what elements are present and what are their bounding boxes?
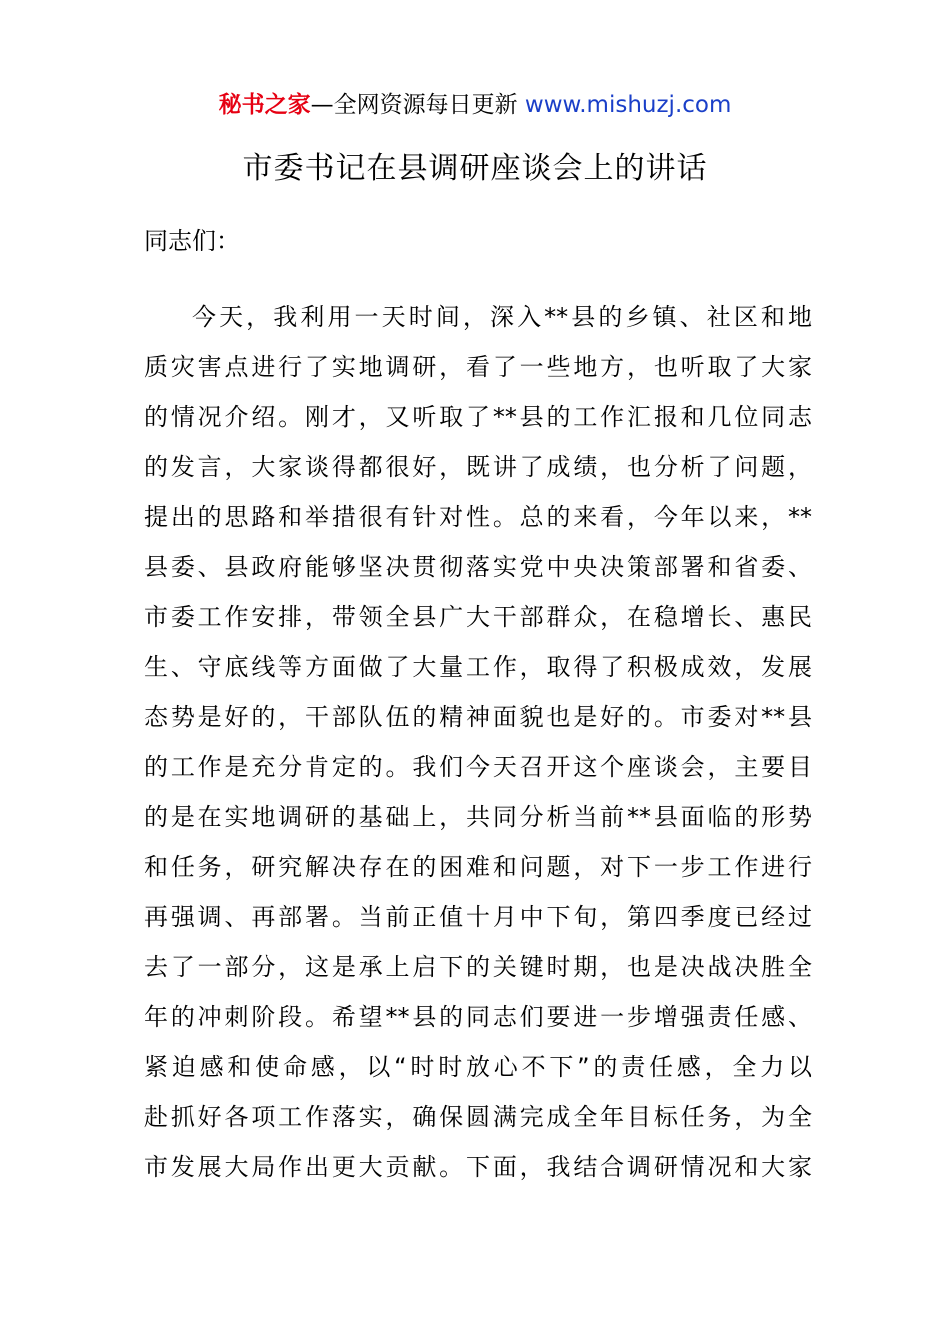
body-line: 去了一部分，这是承上启下的关键时期，也是决战决胜全 bbox=[144, 953, 812, 981]
body-line: 的情况介绍。刚才，又听取了**县的工作汇报和几位同志 bbox=[144, 403, 812, 431]
body-line: 紧迫感和使命感，以“时时放心不下”的责任感，全力以 bbox=[144, 1053, 812, 1081]
site-url-link[interactable]: www.mishuzj.com bbox=[524, 92, 732, 118]
body-line: 态势是好的，干部队伍的精神面貌也是好的。市委对**县 bbox=[144, 703, 812, 731]
body-line: 和任务，研究解决存在的困难和问题，对下一步工作进行 bbox=[144, 853, 812, 881]
body-line: 提出的思路和举措很有针对性。总的来看，今年以来，** bbox=[144, 503, 812, 531]
body-line: 生、守底线等方面做了大量工作，取得了积极成效，发展 bbox=[144, 653, 812, 681]
site-tagline: —全网资源每日更新 bbox=[310, 92, 525, 118]
body-line: 年的冲刺阶段。希望**县的同志们要进一步增强责任感、 bbox=[144, 1003, 812, 1031]
salutation: 同志们： bbox=[144, 227, 240, 255]
body-line: 的发言，大家谈得都很好，既讲了成绩，也分析了问题， bbox=[144, 453, 812, 481]
body-line: 县委、县政府能够坚决贯彻落实党中央决策部署和省委、 bbox=[144, 553, 812, 581]
document-title: 市委书记在县调研座谈会上的讲话 bbox=[242, 151, 708, 186]
document-body bbox=[144, 299, 812, 1199]
body-line: 再强调、再部署。当前正值十月中下旬，第四季度已经过 bbox=[144, 903, 812, 931]
body-line: 今天，我利用一天时间，深入**县的乡镇、社区和地 bbox=[192, 303, 812, 331]
body-line: 质灾害点进行了实地调研，看了一些地方，也听取了大家 bbox=[144, 353, 812, 381]
site-brand: 秘书之家 bbox=[218, 92, 311, 118]
site-header bbox=[0, 88, 950, 122]
body-line: 的是在实地调研的基础上，共同分析当前**县面临的形势 bbox=[144, 803, 812, 831]
body-line: 赴抓好各项工作落实，确保圆满完成全年目标任务，为全 bbox=[144, 1103, 812, 1131]
body-line: 的工作是充分肯定的。我们今天召开这个座谈会，主要目 bbox=[144, 753, 812, 781]
body-line: 市发展大局作出更大贡献。下面，我结合调研情况和大家 bbox=[144, 1153, 812, 1181]
body-line: 市委工作安排，带领全县广大干部群众，在稳增长、惠民 bbox=[144, 603, 812, 631]
